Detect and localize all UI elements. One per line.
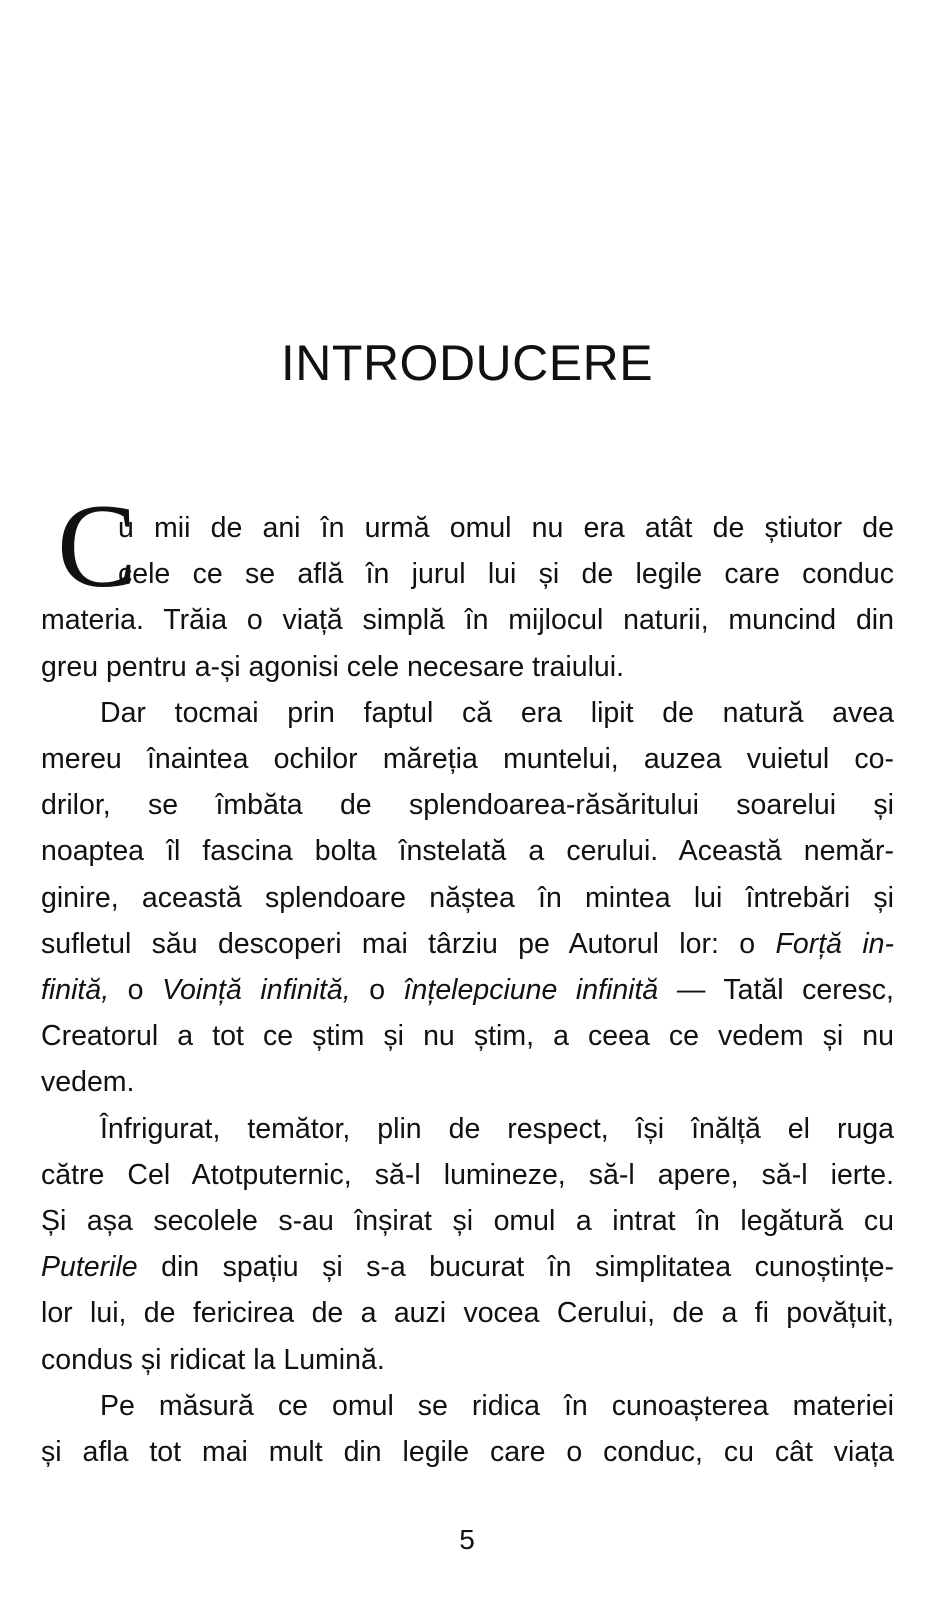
page-number: 5: [459, 1524, 475, 1555]
text-line: [41, 597, 894, 643]
text-line: [41, 505, 894, 551]
text-line: [41, 1013, 894, 1059]
italic-text: Puterile: [41, 1251, 138, 1284]
italic-text: finită,: [41, 974, 110, 1007]
text-line: [41, 1383, 894, 1429]
text-line: [41, 1198, 894, 1244]
text-line: [41, 967, 894, 1013]
text-run: Creatorul a tot ce știm și nu știm, a ceea ce vedem și nu: [41, 1020, 894, 1053]
text-line: [41, 1106, 894, 1152]
italic-text: Voință infinită,: [162, 974, 351, 1007]
text-line: [41, 1290, 894, 1336]
text-line: [41, 921, 894, 967]
body-text: [41, 505, 894, 1475]
text-line: [41, 782, 894, 828]
text-line: [41, 690, 894, 736]
text-run: din spațiu și s-a bucurat în simplitatea cunoștințe-: [137, 1251, 894, 1284]
text-line: [41, 1337, 894, 1383]
text-line: [41, 1244, 894, 1290]
text-line: [41, 1429, 894, 1475]
text-run: greu pentru a-și agonisi cele necesare traiului.: [41, 650, 624, 683]
text-line: [41, 1059, 894, 1105]
text-run: Dar tocmai prin faptul că era lipit de natură avea: [100, 696, 894, 729]
text-run: o: [350, 974, 404, 1007]
text-run: noaptea îl fascina bolta înstelată a cerului. Această nemăr-: [41, 835, 894, 868]
page-title: INTRODUCERE: [280, 335, 654, 391]
text-line: [41, 1152, 894, 1198]
text-run: — Tatăl ceresc,: [658, 974, 894, 1007]
text-line: [41, 828, 894, 874]
text-run: Și așa secolele s-au înșirat și omul a intrat în legătură cu: [41, 1205, 894, 1238]
text-run: o: [109, 974, 163, 1007]
drop-cap: C: [57, 479, 138, 612]
text-run: Pe măsură ce omul se ridica în cunoașterea materiei: [100, 1389, 894, 1422]
text-run: materia. Trăia o viață simplă în mijlocul naturii, muncind din: [41, 604, 894, 637]
text-run: și afla tot mai mult din legile care o conduc, cu cât viața: [41, 1436, 894, 1469]
text-line: [41, 644, 894, 690]
text-run: Înfrigurat, temător, plin de respect, își înălță el ruga: [100, 1112, 894, 1145]
text-run: către Cel Atotputernic, să-l lumineze, să-l apere, să-l ierte.: [41, 1158, 894, 1191]
text-run: ginire, această splendoare năștea în mintea lui întrebări și: [41, 881, 894, 914]
text-run: drilor, se îmbăta de splendoarea-răsăritului soarelui și: [41, 789, 894, 822]
text-run: lor lui, de fericirea de a auzi vocea Cerului, de a fi povățuit,: [41, 1297, 894, 1330]
italic-text: Forță in-: [775, 927, 894, 960]
text-run: vedem.: [41, 1066, 135, 1099]
text-run: condus și ridicat la Lumină.: [41, 1343, 385, 1376]
text-run: mereu înaintea ochilor măreția muntelui, auzea vuietul co-: [41, 743, 894, 776]
text-line: [41, 875, 894, 921]
text-run: sufletul său descoperi mai târziu pe Autorul lor: o: [41, 927, 776, 960]
italic-text: înțelepciune infinită: [403, 974, 659, 1007]
text-line: [41, 736, 894, 782]
text-run: cele ce se află în jurul lui și de legile care conduc: [118, 558, 894, 591]
text-line: [41, 551, 894, 597]
text-run: u mii de ani în urmă omul nu era atât de știutor de: [118, 512, 894, 544]
